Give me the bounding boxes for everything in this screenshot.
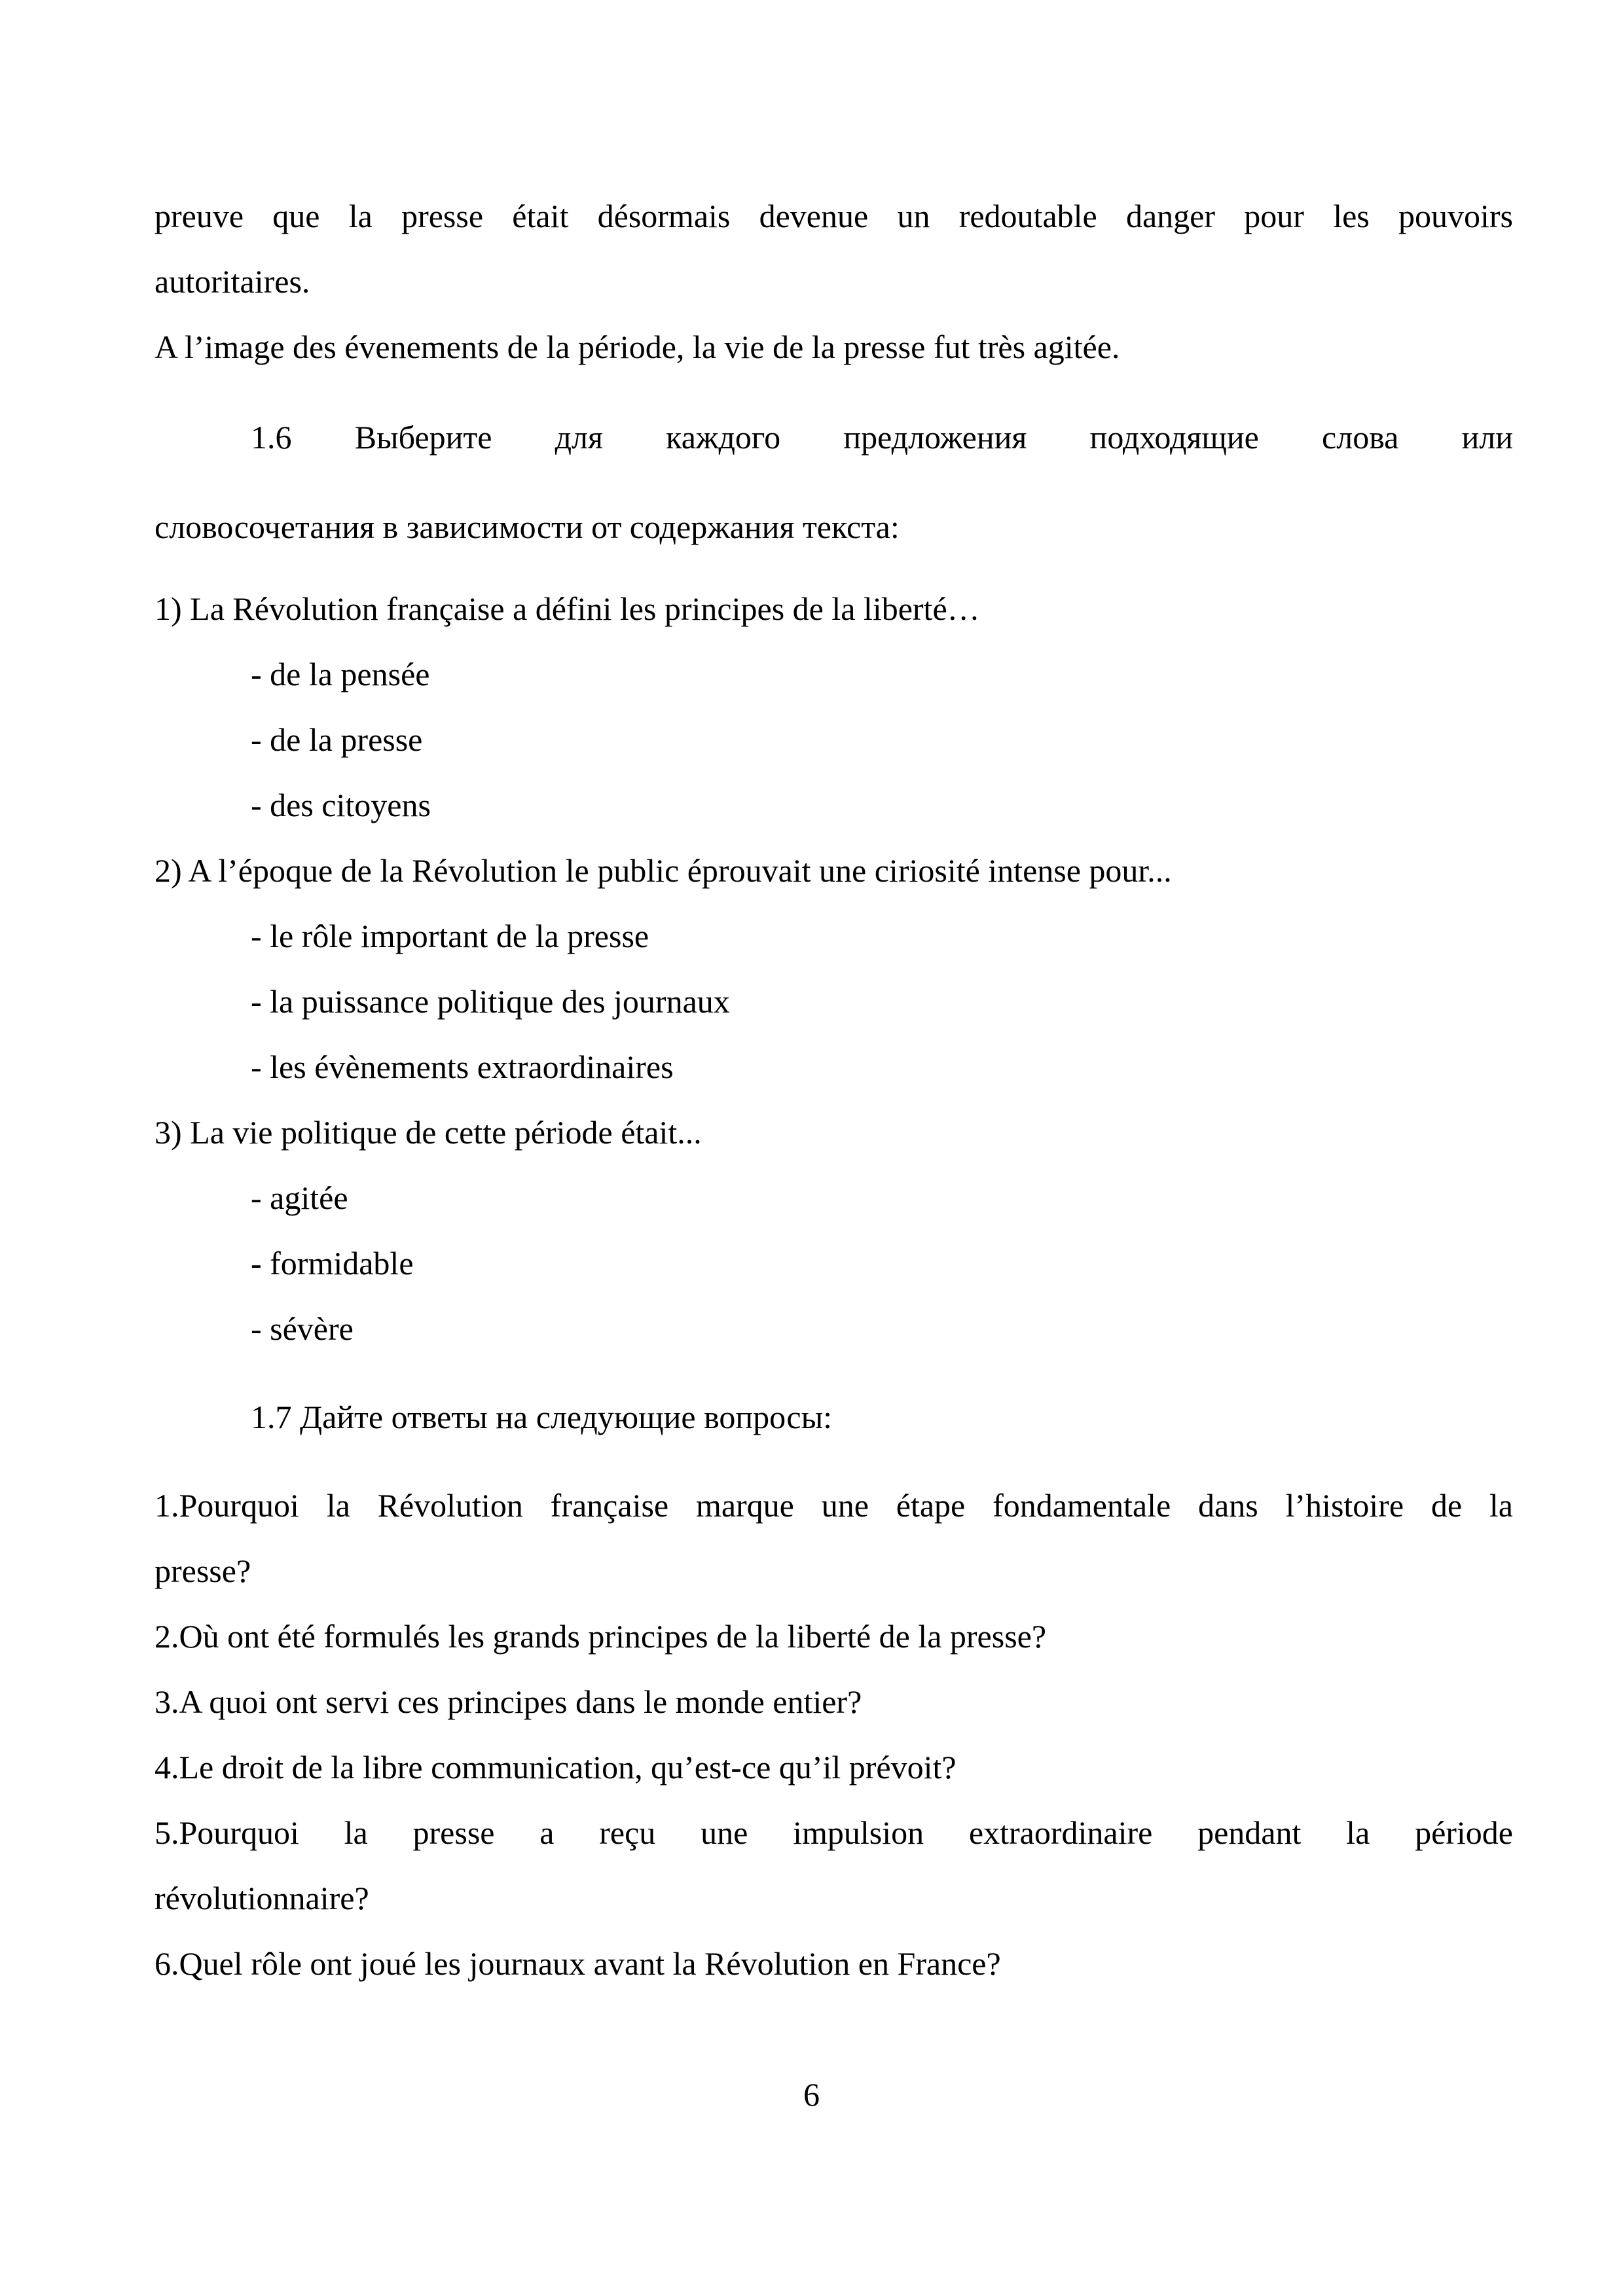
question-3: 3.A quoi ont servi ces principes dans le monde entier? bbox=[155, 1683, 862, 1720]
question-2: 2.Où ont été formulés les grands principes de la liberté de la presse? bbox=[155, 1618, 1047, 1655]
exercise-1-6-sentence-2: 2) A l’époque de la Révolution le public éprouvait une ciriosité intense pour... bbox=[155, 852, 1172, 889]
exercise-1-6-option: - des citoyens bbox=[251, 787, 431, 823]
exercise-1-6-option: - de la pensée bbox=[251, 656, 430, 692]
exercise-1-6-sentence-1: 1) La Révolution française a défini les principes de la liberté… bbox=[155, 590, 980, 627]
exercise-1-6-option: - agitée bbox=[251, 1179, 348, 1216]
exercise-1-6-option: - les évènements extraordinaires bbox=[251, 1049, 674, 1085]
exercise-1-6-heading-line-1: 1.6 Выберите для каждого предложения подходящие слова или bbox=[251, 419, 1513, 456]
question-5-line-2: révolutionnaire? bbox=[155, 1880, 369, 1916]
page-number: 6 bbox=[803, 2076, 820, 2113]
question-4: 4.Le droit de la libre communication, qu’est-ce qu’il prévoit? bbox=[155, 1749, 957, 1785]
exercise-1-6-option: - sévère bbox=[251, 1310, 354, 1347]
exercise-1-6-option: - de la presse bbox=[251, 721, 423, 758]
exercise-1-6-option: - formidable bbox=[251, 1245, 414, 1282]
exercise-1-6-option: - la puissance politique des journaux bbox=[251, 983, 730, 1020]
question-6: 6.Quel rôle ont joué les journaux avant la Révolution en France? bbox=[155, 1945, 1001, 1982]
question-1-line-1: 1.Pourquoi la Révolution française marque une étape fondamentale dans l’histoire de la bbox=[155, 1487, 1513, 1524]
exercise-1-6-heading-line-2: словосочетания в зависимости от содержания текста: bbox=[155, 509, 900, 545]
intro-line-2: autoritaires. bbox=[155, 263, 310, 300]
intro-line-1: preuve que la presse était désormais devenue un redoutable danger pour les pouvoirs bbox=[155, 198, 1513, 234]
exercise-1-7-heading: 1.7 Дайте ответы на следующие вопросы: bbox=[251, 1399, 833, 1435]
question-1-line-2: presse? bbox=[155, 1552, 251, 1589]
exercise-1-6-sentence-3: 3) La vie politique de cette période était... bbox=[155, 1114, 702, 1151]
intro-line-3: A l’image des évenements de la période, la vie de la presse fut très agitée. bbox=[155, 329, 1120, 365]
question-5-line-1: 5.Pourquoi la presse a reçu une impulsion extraordinaire pendant la période bbox=[155, 1814, 1513, 1851]
exercise-1-6-option: - le rôle important de la presse bbox=[251, 918, 649, 954]
